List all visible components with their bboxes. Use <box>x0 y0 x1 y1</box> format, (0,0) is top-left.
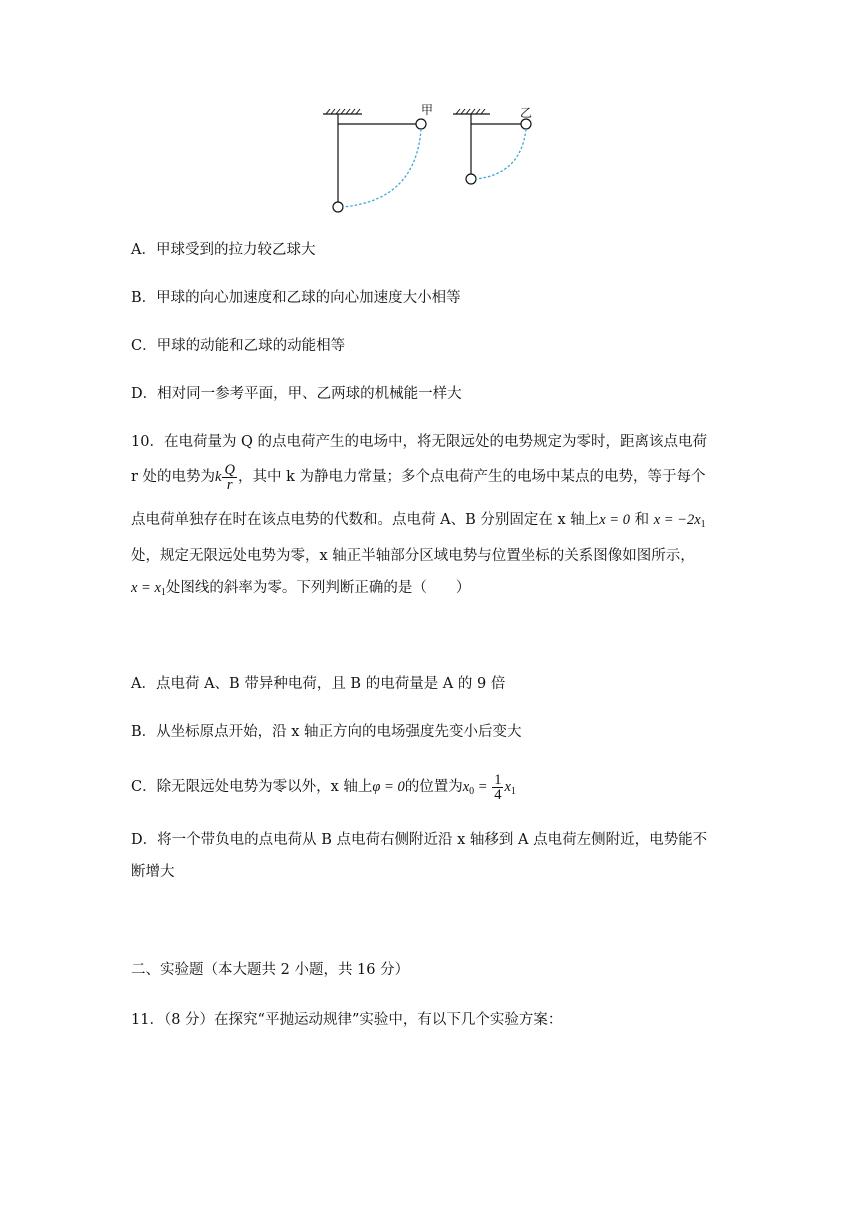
subscript-0: 0 <box>469 786 475 797</box>
eq-phi-zero: φ = 0 <box>372 779 405 795</box>
q10-stem-line2 <box>131 462 705 492</box>
section-2-title: 二、实验题（本大题共 2 小题，共 16 分） <box>131 962 410 978</box>
q10-line2-text-b: ，其中 k 为静电力常量；多个点电荷产生的电场中某点的电势，等于每个 <box>237 469 706 485</box>
q11-stem: 11．（8 分）在探究“平抛运动规律”实验中，有以下几个实验方案： <box>131 1012 563 1028</box>
subscript-1: 1 <box>700 519 706 530</box>
x1-symbol: x <box>504 779 511 795</box>
q9-option-d: D．相对同一参考平面，甲、乙两球的机械能一样大 <box>131 386 462 402</box>
frac-numerator: Q <box>224 461 235 478</box>
eq-x-x1: x = x <box>131 580 161 596</box>
label-yi: 乙 <box>520 106 533 120</box>
q9-option-c: C．甲球的动能和乙球的动能相等 <box>131 338 346 354</box>
q10-option-a: A．点电荷 A、B 带异种电荷，且 B 的电荷量是 A 的 9 倍 <box>131 676 506 692</box>
label-jia: 甲 <box>421 103 434 117</box>
q10-option-d-line1: D．将一个带负电的点电荷从 B 点电荷右侧附近沿 x 轴移到 A 点电荷左侧附近，电势能不 <box>131 832 708 848</box>
and-text: 和 <box>629 512 654 528</box>
q10-option-b: B．从坐标原点开始，沿 x 轴正方向的电场强度先变小后变大 <box>131 724 522 740</box>
pendulum-yi <box>453 109 531 184</box>
q10-stem-line1: 10．在电荷量为 Q 的点电荷产生的电场中，将无限远处的电势规定为零时，距离该点电荷 <box>131 434 708 450</box>
q10-stem-line5 <box>131 578 470 603</box>
subscript-1b: 1 <box>160 587 166 598</box>
frac-four: 4 <box>494 786 502 803</box>
q9-option-a: A．甲球受到的拉力较乙球大 <box>131 242 316 258</box>
q10-option-c <box>131 770 516 809</box>
k-symbol: k <box>215 469 222 485</box>
x0-symbol: x <box>462 779 470 795</box>
q10-stem-line4: 处，规定无限远处电势为零，x 轴正半轴部分区域电势与位置坐标的关系图像如图所示， <box>131 548 695 564</box>
pendulum-diagram <box>320 100 550 220</box>
q10-option-c-text-b: 的位置为 <box>404 779 463 795</box>
q9-option-b: B．甲球的向心加速度和乙球的向心加速度大小相等 <box>131 290 461 306</box>
q10-option-d-line2: 断增大 <box>131 864 175 880</box>
q10-line2-text-a: r 处的电势为 <box>131 469 216 485</box>
pendulum-figure <box>320 100 550 224</box>
q10-stem-line3 <box>131 510 706 535</box>
equals-sign: = <box>474 779 492 795</box>
pendulum-jia <box>323 109 426 212</box>
q10-option-c-text-a: C．除无限远处电势为零以外，x 轴上 <box>131 779 373 795</box>
q10-line3-text: 点电荷单独存在时在该点电势的代数和。点电荷 A、B 分别固定在 x 轴上 <box>131 512 600 528</box>
frac-denominator: r <box>226 476 233 493</box>
subscript-1c: 1 <box>510 786 516 797</box>
eq-x-neg2x1: x = −2x <box>653 512 701 528</box>
eq-x-zero: x = 0 <box>599 512 630 528</box>
q-over-r-fraction <box>222 463 236 492</box>
q10-line5-text: 处图线的斜率为零。下列判断正确的是（ ） <box>165 580 471 596</box>
frac-one: 1 <box>494 771 502 788</box>
one-quarter-fraction <box>492 773 503 802</box>
